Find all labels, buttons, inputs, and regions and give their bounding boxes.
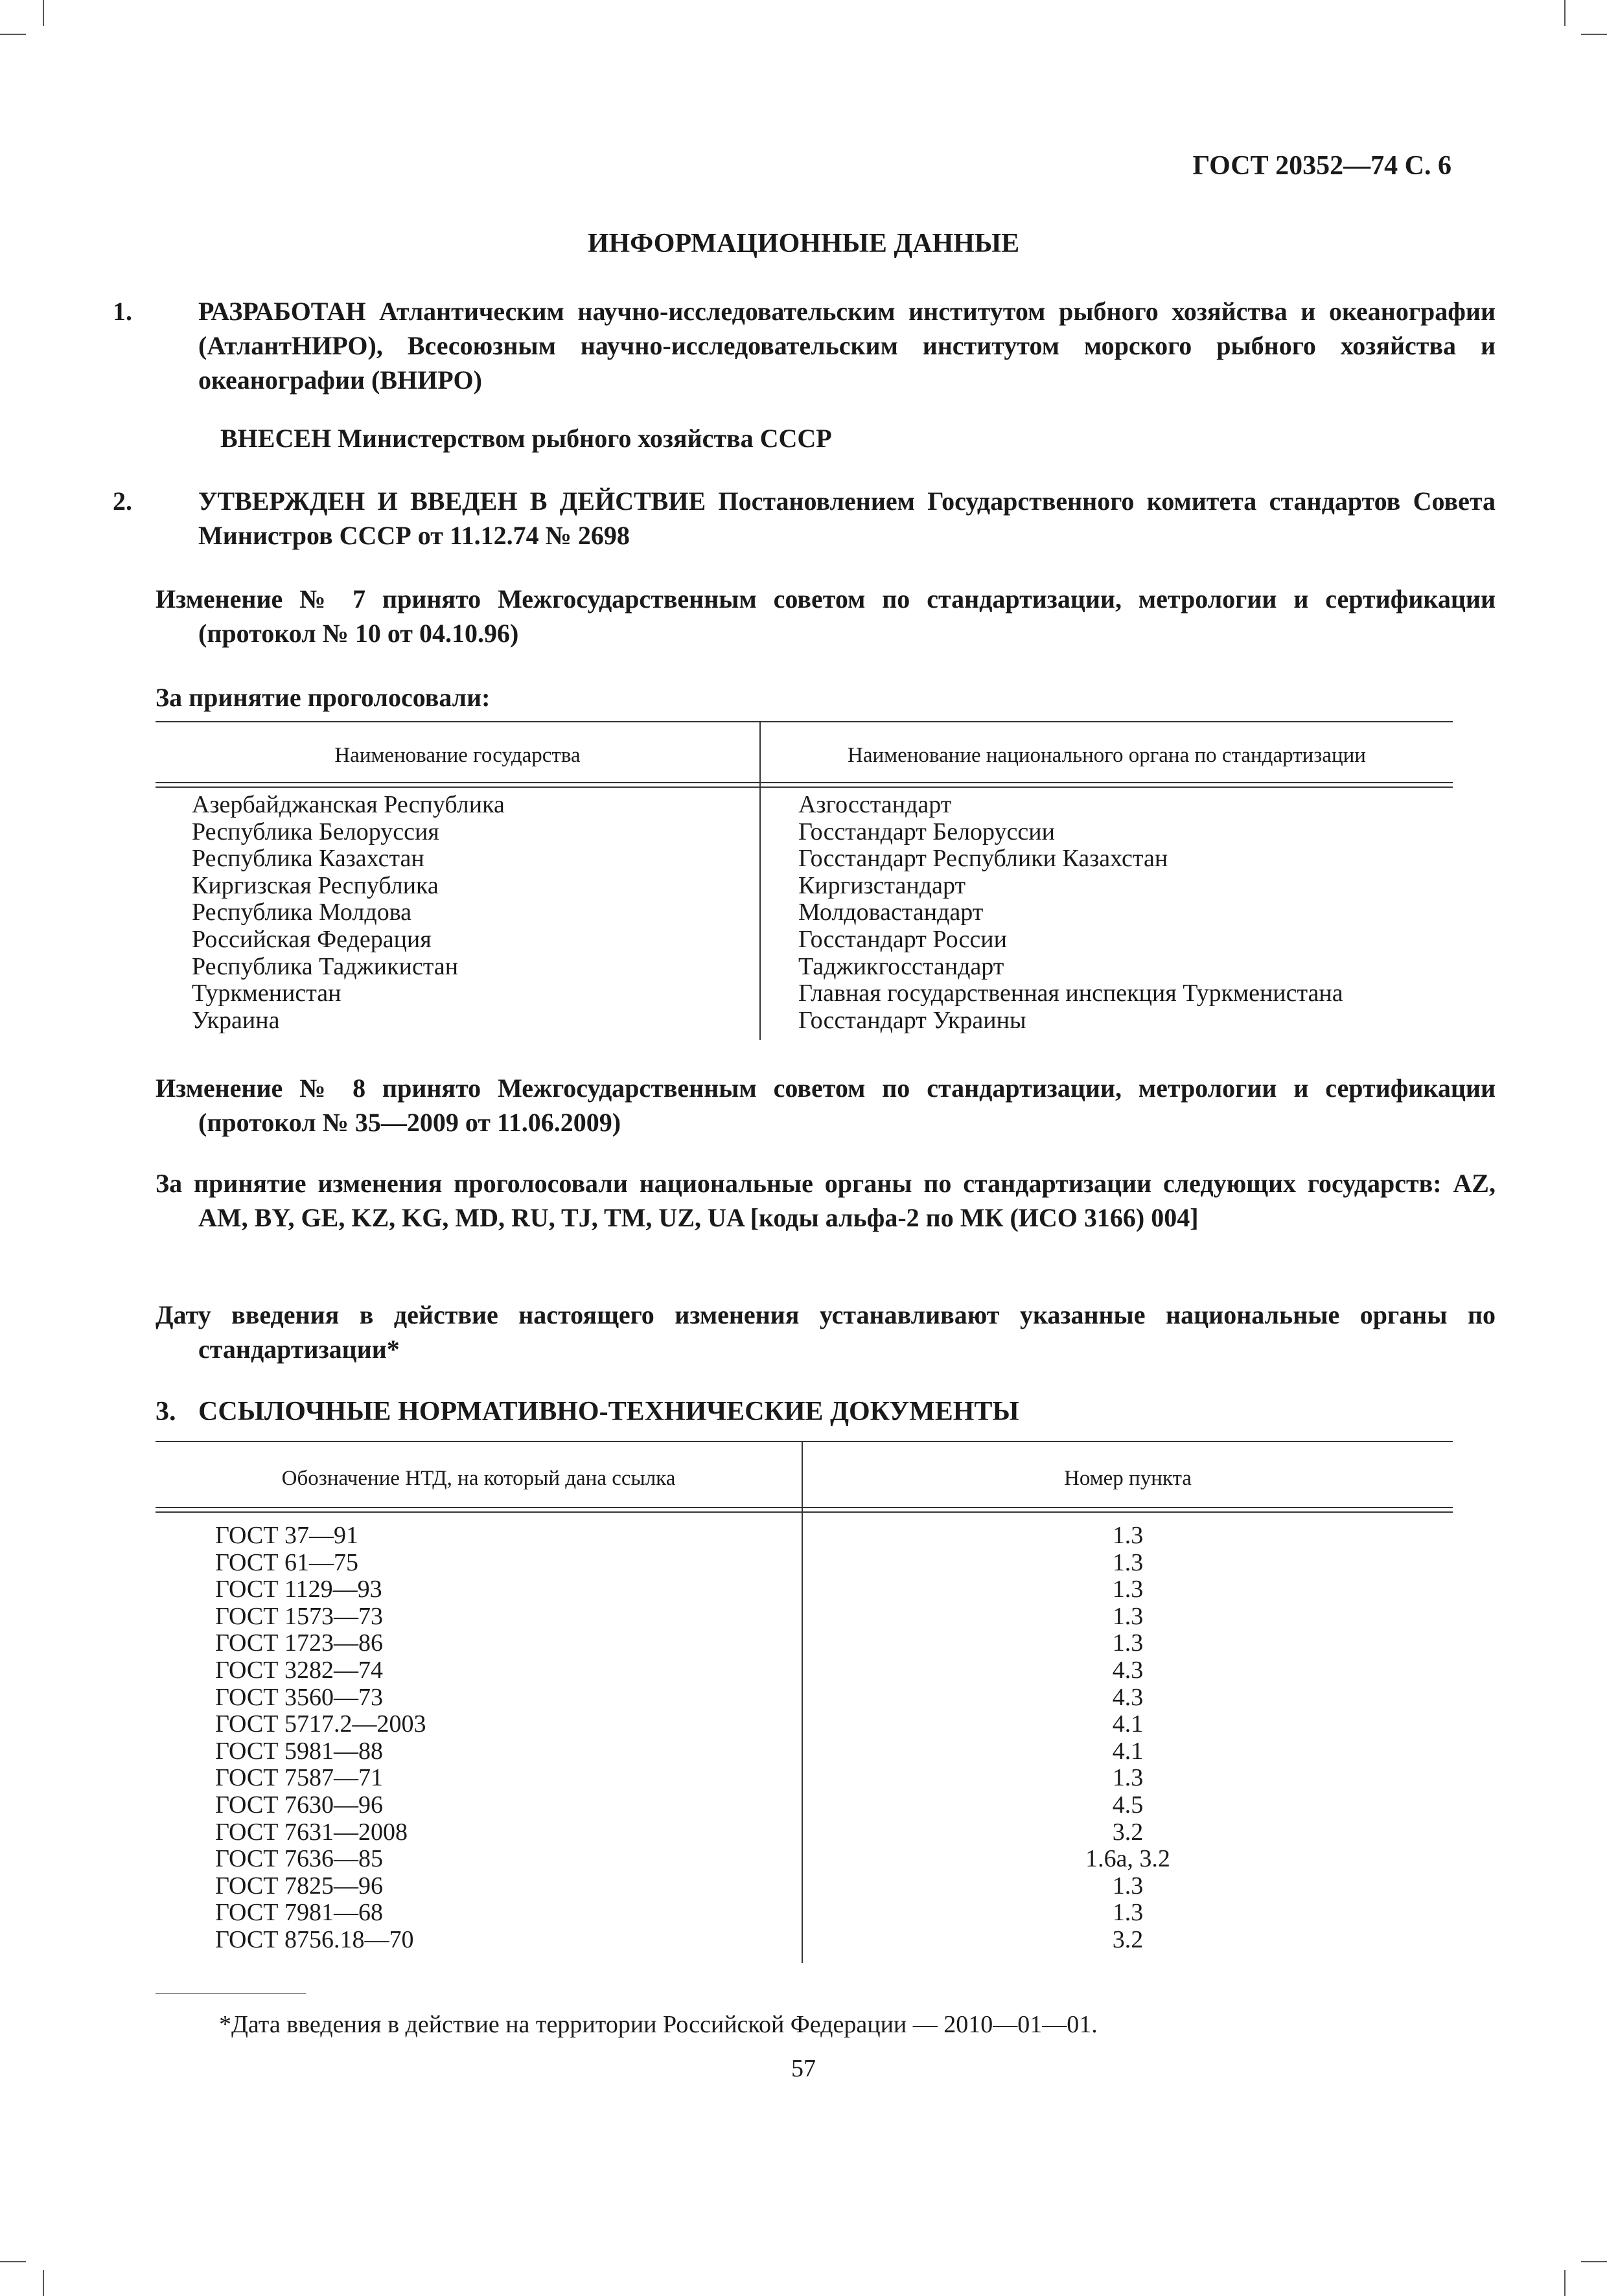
- page-number: 57: [791, 2055, 816, 2082]
- list-item: Госстандарт России: [798, 925, 1007, 953]
- list-item: 1.3: [1112, 1522, 1144, 1549]
- list-item: 4.3: [1112, 1683, 1144, 1711]
- item-1-number: 1.: [113, 297, 132, 326]
- change-8: Изменение № 8 принято Межгосударственным советом по стандартизации, метрологии и сертификации (протокол № 35—2009 от 11.06.2009): [156, 1073, 1496, 1137]
- list-item: ГОСТ 7587—71: [215, 1764, 383, 1792]
- list-item: Туркменистан: [192, 980, 341, 1007]
- change-8-vote: За принятие изменения проголосовали национальные органы по стандартизации следующих государств: AZ, AM, BY, GE, KZ, KG, MD, RU, TJ, TM, UZ, UA [коды альфа-2 по МК (ИСО 3166) 004]: [156, 1169, 1496, 1232]
- page-title: ИНФОРМАЦИОННЫЕ ДАННЫЕ: [587, 229, 1020, 258]
- list-item: Российская Федерация: [192, 925, 432, 953]
- list-item: 1.3: [1112, 1872, 1144, 1900]
- table-header-rule: [156, 1507, 1453, 1508]
- introduced-by: ВНЕСЕН Министерством рыбного хозяйства СССР: [220, 424, 832, 453]
- list-item: Республика Молдова: [192, 899, 412, 926]
- list-item: Таджикгосстандарт: [798, 952, 1004, 980]
- column-header-body: Наименование национального органа по стандартизации: [848, 744, 1366, 767]
- list-item: ГОСТ 3560—73: [215, 1683, 383, 1711]
- column-header-clause: Номер пункта: [1064, 1467, 1192, 1490]
- body-list: [798, 792, 1343, 1034]
- list-item: 1.3: [1112, 1548, 1144, 1576]
- crop-mark: [1581, 2261, 1607, 2262]
- list-item: Госстандарт Украины: [798, 1006, 1026, 1034]
- list-item: ГОСТ 1723—86: [215, 1629, 383, 1657]
- list-item: 4.5: [1112, 1791, 1144, 1819]
- list-item: ГОСТ 7825—96: [215, 1872, 383, 1900]
- list-item: ГОСТ 1129—93: [215, 1576, 382, 1603]
- list-item: ГОСТ 8756.18—70: [215, 1925, 414, 1953]
- list-item: 1.3: [1112, 1899, 1144, 1927]
- list-item: Госстандарт Республики Казахстан: [798, 845, 1168, 873]
- state-list: [192, 792, 505, 1034]
- list-item: 4.3: [1112, 1656, 1144, 1684]
- list-item: ГОСТ 1573—73: [215, 1602, 383, 1630]
- list-item: 3.2: [1112, 1925, 1144, 1953]
- list-item: 1.3: [1112, 1764, 1144, 1792]
- list-item: Киргизстандарт: [798, 871, 966, 899]
- list-item: 1.6а, 3.2: [1085, 1845, 1170, 1873]
- table-top-rule: [156, 721, 1453, 722]
- document-list: [215, 1522, 426, 1954]
- section-3-number: 3.: [156, 1397, 176, 1427]
- document-code: ГОСТ 20352—74 С. 6: [1192, 151, 1451, 181]
- table-top-rule: [156, 1441, 1453, 1442]
- list-item: ГОСТ 5981—88: [215, 1737, 383, 1765]
- section-3-title: ССЫЛОЧНЫЕ НОРМАТИВНО-ТЕХНИЧЕСКИЕ ДОКУМЕНТЫ: [198, 1397, 1019, 1427]
- section-3-heading: [156, 1394, 1019, 1429]
- clause-list: [803, 1522, 1453, 1954]
- list-item: 1.3: [1112, 1602, 1144, 1630]
- change-7: Изменение № 7 принято Межгосударственным советом по стандартизации, метрологии и сертификации (протокол № 10 от 04.10.96): [156, 584, 1496, 648]
- list-item: ГОСТ 37—91: [215, 1522, 358, 1549]
- footnote-rule: [156, 1993, 306, 1994]
- crop-mark: [0, 34, 26, 35]
- column-header-document: Обозначение НТД, на который дана ссылка: [281, 1467, 676, 1490]
- list-item: Киргизская Республика: [192, 871, 439, 899]
- list-item: Украина: [192, 1006, 280, 1034]
- list-item: ГОСТ 7981—68: [215, 1899, 383, 1927]
- column-header-state: Наименование государства: [334, 744, 581, 767]
- list-item: ГОСТ 7630—96: [215, 1791, 383, 1819]
- crop-mark: [1564, 0, 1566, 26]
- change-8-date: Дату введения в действие настоящего изменения устанавливают указанные национальные органы по стандартизации*: [156, 1300, 1496, 1364]
- crop-mark: [43, 0, 44, 26]
- crop-mark: [43, 2270, 44, 2296]
- voted-label: За принятие проголосовали:: [156, 683, 491, 712]
- crop-mark: [0, 2261, 26, 2262]
- list-item: Главная государственная инспекция Туркменистана: [798, 980, 1343, 1007]
- crop-mark: [1581, 34, 1607, 35]
- list-item: ГОСТ 7636—85: [215, 1845, 383, 1873]
- list-item: Азгосстандарт: [798, 791, 952, 818]
- table-header-rule: [156, 1511, 1453, 1513]
- item-2-number: 2.: [113, 487, 132, 516]
- list-item: 3.2: [1112, 1818, 1144, 1846]
- list-item: ГОСТ 7631—2008: [215, 1818, 408, 1846]
- list-item: ГОСТ 3282—74: [215, 1656, 383, 1684]
- list-item: ГОСТ 61—75: [215, 1548, 358, 1576]
- list-item: 4.1: [1112, 1710, 1144, 1738]
- item-1: [113, 294, 1496, 397]
- list-item: Азербайджанская Республика: [192, 791, 505, 818]
- table-header-rule: [156, 786, 1453, 788]
- list-item: Госстандарт Белоруссии: [798, 818, 1055, 845]
- list-item: Республика Белоруссия: [192, 818, 439, 845]
- list-item: 1.3: [1112, 1576, 1144, 1603]
- crop-mark: [1564, 2270, 1566, 2296]
- list-item: Республика Таджикистан: [192, 952, 459, 980]
- list-item: Молдовастандарт: [798, 899, 984, 926]
- table-header-rule: [156, 782, 1453, 783]
- list-item: 1.3: [1112, 1629, 1144, 1657]
- list-item: 4.1: [1112, 1737, 1144, 1765]
- list-item: Республика Казахстан: [192, 845, 424, 873]
- list-item: ГОСТ 5717.2—2003: [215, 1710, 426, 1738]
- item-2: [113, 484, 1496, 553]
- item-1-text: РАЗРАБОТАН Атлантическим научно-исследовательским институтом рыбного хозяйства и океанографии (АтлантНИРО), Всесоюзным научно-исследовательским институтом морского рыбного хозяйства и океанографии (ВНИРО): [198, 297, 1496, 395]
- footnote: *Дата введения в действие на территории Российской Федерации — 2010—01—01.: [219, 2011, 1098, 2038]
- table-column-rule: [759, 721, 761, 1040]
- item-2-text: УТВЕРЖДЕН И ВВЕДЕН В ДЕЙСТВИЕ Постановлением Государственного комитета стандартов Совета Министров СССР от 11.12.74 № 2698: [198, 487, 1496, 550]
